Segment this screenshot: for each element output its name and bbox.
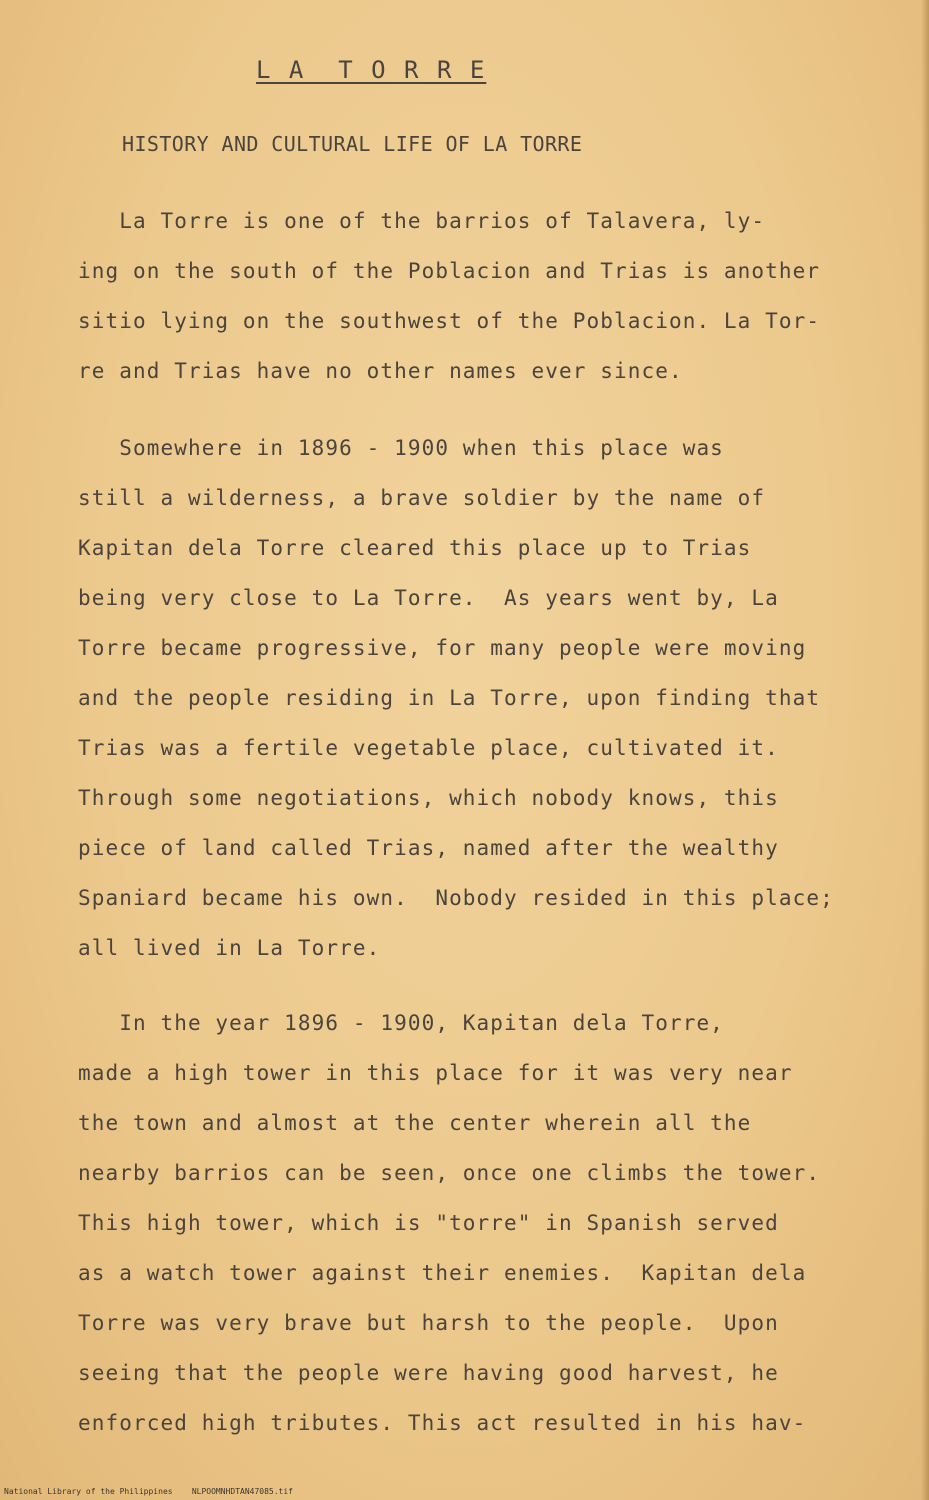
text-line: all lived in La Torre. [78,936,381,960]
text-line: the town and almost at the center wherein all the [78,1111,752,1135]
text-line: Trias was a fertile vegetable place, cultivated it. [78,736,779,760]
text-line: This high tower, which is "torre" in Spanish served [78,1211,779,1235]
text-line: Through some negotiations, which nobody knows, this [78,786,779,810]
text-line: enforced high tributes. This act resulted in his hav- [78,1411,807,1435]
text-line: piece of land called Trias, named after the wealthy [78,836,779,860]
scan-footer: National Library of the Philippines NLPOOMNHDTAN47085.tif [4,1487,293,1496]
paragraph-1 [78,196,908,396]
text-line: being very close to La Torre. As years went by, La [78,586,779,610]
text-line: Torre became progressive, for many people were moving [78,636,807,660]
text-line: re and Trias have no other names ever since. [78,359,683,383]
text-line: Kapitan dela Torre cleared this place up to Trias [78,536,752,560]
text-line: La Torre is one of the barrios of Talavera, ly- [78,209,766,233]
text-line: and the people residing in La Torre, upon finding that [78,686,821,710]
page-edge-shadow [921,0,929,1500]
document-title: L A T O R R E [256,56,487,84]
text-line: Spaniard became his own. Nobody resided in this place; [78,886,834,910]
paragraph-3 [78,998,908,1448]
text-line: Torre was very brave but harsh to the people. Upon [78,1311,779,1335]
text-line: ing on the south of the Poblacion and Trias is another [78,259,821,283]
paragraph-2 [78,423,908,973]
text-line: seeing that the people were having good harvest, he [78,1361,779,1385]
text-line: still a wilderness, a brave soldier by the name of [78,486,766,510]
text-line: sitio lying on the southwest of the Poblacion. La Tor- [78,309,821,333]
text-line: In the year 1896 - 1900, Kapitan dela Torre, [78,1011,724,1035]
text-line: Somewhere in 1896 - 1900 when this place was [78,436,724,460]
text-line: as a watch tower against their enemies. Kapitan dela [78,1261,807,1285]
document-subtitle: HISTORY AND CULTURAL LIFE OF LA TORRE [122,132,583,156]
text-line: made a high tower in this place for it was very near [78,1061,793,1085]
text-line: nearby barrios can be seen, once one climbs the tower. [78,1161,821,1185]
